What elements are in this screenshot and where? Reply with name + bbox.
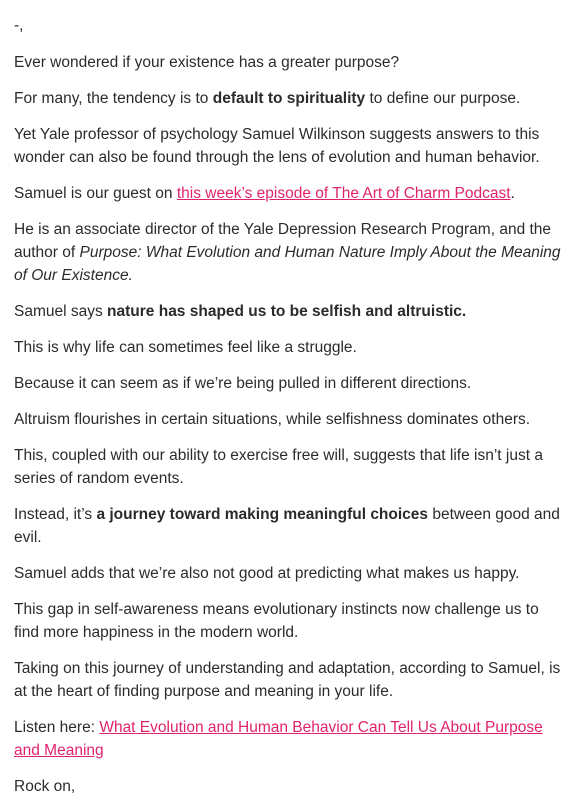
paragraph-directions: Because it can seem as if we’re being pulled in different directions. xyxy=(14,375,472,392)
bold-text: a journey toward making meaningful choices xyxy=(96,506,429,523)
paragraph-free-will: This, coupled with our ability to exercise free will, suggests that life isn’t just a series of random events. xyxy=(14,447,543,487)
paragraph-self-awareness: This gap in self-awareness means evolutionary instincts now challenge us to find more happiness in the modern world. xyxy=(14,601,539,641)
paragraph-spirituality xyxy=(14,87,566,110)
paragraph-listen-here xyxy=(14,716,566,762)
paragraph-text: between good and evil. xyxy=(14,506,560,546)
closing-line: Rock on, xyxy=(14,778,76,795)
paragraph-text: . xyxy=(510,185,515,202)
paragraph-struggle: This is why life can sometimes feel like a struggle. xyxy=(14,339,357,356)
paragraph-text: Instead, it’s xyxy=(14,506,97,523)
podcast-episode-link[interactable]: this week’s episode of The Art of Charm Podcast xyxy=(176,185,511,202)
episode-listen-link[interactable]: What Evolution and Human Behavior Can Tell Us About Purpose and Meaning xyxy=(14,719,543,759)
paragraph-text: to define our purpose. xyxy=(365,90,521,107)
paragraph-text: Samuel says xyxy=(14,303,108,320)
bold-text: nature has shaped us to be selfish and altruistic. xyxy=(107,303,467,320)
paragraph-text: For many, the tendency is to xyxy=(14,90,213,107)
paragraph-nature-shaped xyxy=(14,300,566,323)
paragraph-happiness-prediction: Samuel adds that we’re also not good at predicting what makes us happy. xyxy=(14,565,520,582)
paragraph-altruism: Altruism flourishes in certain situations, while selfishness dominates others. xyxy=(14,411,531,428)
paragraph-text: Listen here: xyxy=(14,719,100,736)
opening-line: -, xyxy=(14,17,24,34)
paragraph-podcast-guest xyxy=(14,182,566,205)
book-title: Purpose: What Evolution and Human Nature Imply About the Meaning of Our Existence. xyxy=(14,244,561,284)
paragraph-text: He is an associate director of the Yale Depression Research Program, and the author of xyxy=(14,221,552,261)
paragraph-journey xyxy=(14,503,566,549)
paragraph-author xyxy=(14,218,566,287)
paragraph-adaptation: Taking on this journey of understanding and adaptation, according to Samuel, is at the heart of finding purpose and meaning in your life. xyxy=(14,660,561,700)
paragraph-greater-purpose: Ever wondered if your existence has a greater purpose? xyxy=(14,54,400,71)
paragraph-yale-professor: Yet Yale professor of psychology Samuel Wilkinson suggests answers to this wonder can also be found through the lens of evolution and human behavior. xyxy=(14,126,540,166)
bold-text: default to spirituality xyxy=(212,90,366,107)
paragraph-text: Samuel is our guest on xyxy=(14,185,177,202)
